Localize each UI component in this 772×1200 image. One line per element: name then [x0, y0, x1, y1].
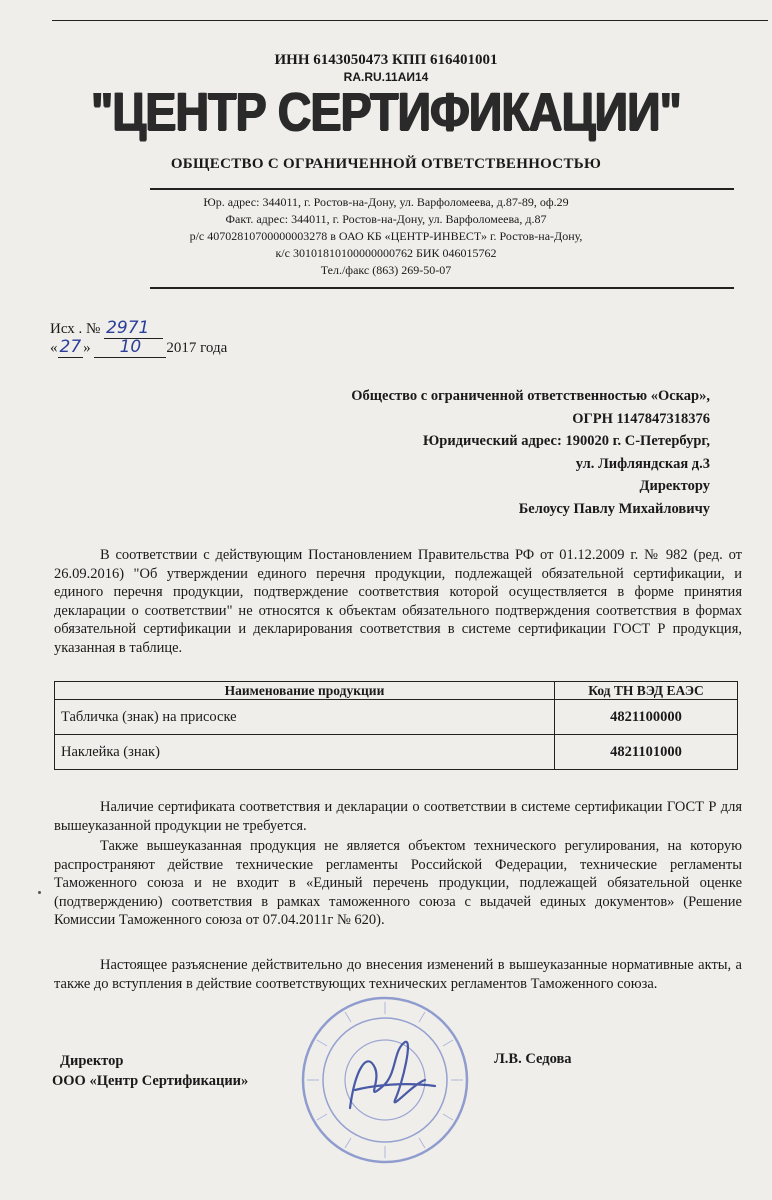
signatory-title-block — [52, 1051, 248, 1091]
address-rule — [150, 287, 734, 289]
table-header-code: Код ТН ВЭД ЕАЭС — [555, 682, 738, 700]
quote-open: « — [50, 340, 58, 356]
table-row — [55, 700, 738, 735]
body-paragraph-4: Настоящее разъяснение действительно до внесения изменений в вышеуказанные нормативные акты, а также до вступления в действие соответствующих технических регламентов Таможенного союза. — [54, 957, 742, 992]
address-line: р/с 40702810700000003278 в ОАО КБ «ЦЕНТР-ИНВЕСТ» г. Ростов-на-Дону, — [189, 229, 583, 243]
addressee-line: Белоусу Павлу Михайловичу — [518, 500, 710, 517]
top-rule — [52, 20, 768, 21]
signatory-title: Директор — [60, 1053, 124, 1069]
scan-speck — [38, 891, 41, 894]
org-legal-form: ОБЩЕСТВО С ОГРАНИЧЕННОЙ ОТВЕТСТВЕННОСТЬЮ — [170, 156, 602, 172]
address-line: Юр. адрес: 344011, г. Ростов-на-Дону, ул. Варфоломеева, д.87-89, оф.29 — [203, 195, 569, 209]
letter-date — [50, 337, 227, 358]
date-month: 10 — [94, 337, 166, 358]
address-line: Тел./факс (863) 269-50-07 — [320, 263, 452, 277]
outgoing-number: 2971 — [104, 318, 163, 339]
outgoing-ref — [50, 318, 163, 338]
org-address-block — [0, 194, 772, 279]
addressee-line: ул. Лифляндская д.3 — [575, 455, 710, 472]
addressee-block — [190, 385, 710, 520]
quote-close: » — [83, 340, 91, 356]
inn-kpp: ИНН 6143050473 КПП 616401001 — [274, 52, 498, 68]
body-paragraph-1: В соответствии с действующим Постановлением Правительства РФ от 01.12.2009 г. № 982 (ред. от 26.09.2016) "Об утверждении единого перечня продукции, подлежащей обязательной сертификации, и единого перечня продукции, подтверждение соответствия которой осуществляется в форме принятия декларации о соответствии" не относятся к объектам обязательного подтверждения соответствия в формах обязательной сертификации и декларирования соответствия в системе сертификации ГОСТ Р продукция, указанная в таблице. — [54, 547, 742, 656]
org-logo-title: "ЦЕНТР СЕРТИФИКАЦИИ" — [91, 82, 681, 142]
company-seal-stamp — [295, 990, 475, 1170]
date-year: 2017 года — [166, 340, 228, 356]
product-table — [54, 681, 738, 770]
product-name-cell: Табличка (знак) на присоске — [55, 700, 555, 735]
table-header-row — [55, 682, 738, 700]
addressee-line: ОГРН 1147847318376 — [572, 410, 710, 427]
body-paragraph-2: Наличие сертификата соответствия и декларации о соответствии в системе сертификации ГОСТ Р для вышеуказанной продукции не требуется. — [54, 799, 742, 834]
addressee-line: Директору — [639, 478, 710, 494]
address-line: Факт. адрес: 344011, г. Ростов-на-Дону, ул. Варфоломеева, д.87 — [225, 212, 547, 226]
signatory-name: Л.В. Седова — [494, 1051, 572, 1067]
signatory-org: ООО «Центр Сертификации» — [52, 1073, 249, 1089]
outgoing-label: Исх . № — [50, 321, 101, 337]
product-code-cell: 4821100000 — [555, 700, 738, 735]
table-header-product: Наименование продукции — [55, 682, 555, 700]
addressee-line: Общество с ограниченной ответственностью «Оскар», — [351, 388, 710, 404]
letterhead-rule — [150, 188, 734, 190]
handwritten-signature — [350, 1042, 435, 1108]
accreditation-number: RA.RU.11АИ14 — [343, 70, 429, 84]
addressee-line: Юридический адрес: 190020 г. С-Петербург, — [422, 433, 710, 449]
body-paragraph-3: Также вышеуказанная продукция не является объектом технического регулирования, на которую распространяют действие технические регламенты Российской Федерации, технические регламенты Таможенного союза и не входит в «Единый перечень продукции, подлежащей обязательной оценке (подтверждению) соответствия в рамках таможенного союза с выдачей единых документов» (Решение Комиссии Таможенного союза от 07.04.2011г № 620). — [54, 838, 742, 929]
table-row — [55, 735, 738, 770]
product-code-cell: 4821101000 — [555, 735, 738, 770]
product-name-cell: Наклейка (знак) — [55, 735, 555, 770]
address-line: к/с 30101810100000000762 БИК 046015762 — [275, 246, 497, 260]
date-day: 27 — [59, 337, 82, 357]
